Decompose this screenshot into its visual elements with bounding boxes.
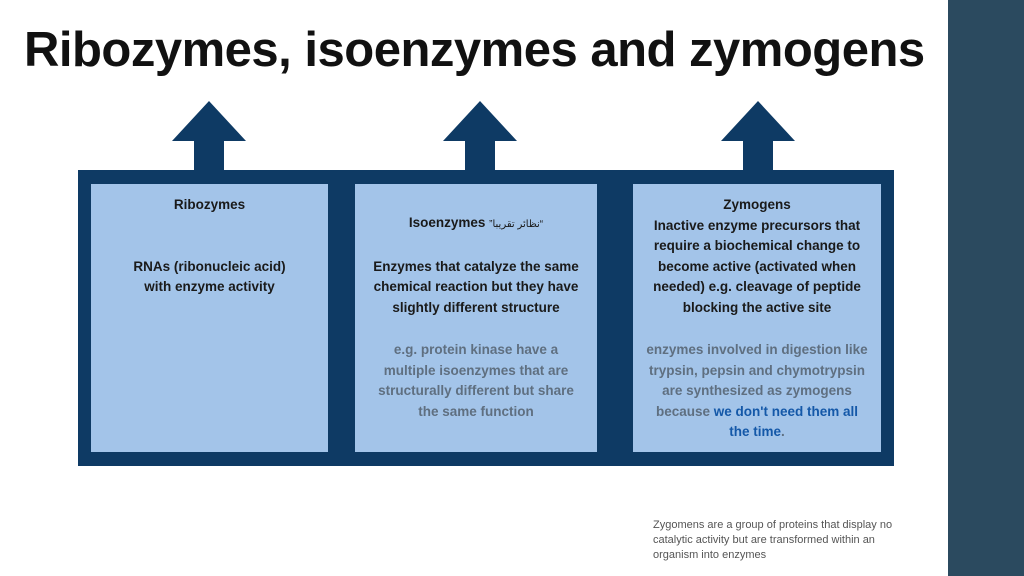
- zymogens-heading: Zymogens: [723, 197, 791, 212]
- zymogens-definition-line: blocking the active site: [682, 299, 832, 315]
- isoenzymes-heading: Isoenzymes: [408, 215, 486, 230]
- arrow-up-icon: [721, 101, 795, 173]
- isoenzymes-heading-line: [355, 213, 597, 236]
- ribozymes-definition-line: RNAs (ribonucleic acid): [133, 258, 286, 274]
- isoenzymes-example-line: the same function: [418, 403, 534, 419]
- zymogens-definition-line: needed) e.g. cleavage of peptide: [653, 279, 861, 294]
- slide-title: Ribozymes, isoenzymes and zymogens: [24, 23, 925, 77]
- ribozymes-heading: Ribozymes: [173, 197, 246, 212]
- side-accent-bar: [948, 0, 1024, 576]
- isoenzymes-box: [355, 184, 597, 452]
- zymogens-highlight-text: we don't need them all: [713, 403, 859, 419]
- arrow-up-icon: [172, 101, 246, 173]
- zymogens-box: [633, 184, 881, 452]
- isoenzymes-example-line: multiple isoenzymes that are: [383, 362, 569, 378]
- zymogens-definition-line: Inactive enzyme precursors that: [653, 217, 861, 233]
- zymogens-example-line: [633, 422, 881, 443]
- zymogens-definition-line: require a biochemical change to: [653, 238, 861, 253]
- zymogens-example-prefix: because: [655, 403, 714, 419]
- ribozymes-box: [91, 184, 328, 452]
- isoenzymes-arabic-note: “نظائر تقريبا”: [489, 219, 544, 230]
- isoenzymes-example-line: e.g. protein kinase have a: [393, 342, 559, 357]
- zymogens-example-line: are synthesized as zymogens: [662, 383, 852, 398]
- zymogens-example-suffix: .: [781, 424, 785, 439]
- zymogens-example-line: [633, 402, 881, 423]
- zymogens-example-line: enzymes involved in digestion like: [646, 342, 868, 357]
- isoenzymes-definition-line: Enzymes that catalyze the same: [373, 258, 579, 274]
- arrow-up-icon: [443, 101, 517, 173]
- isoenzymes-definition-line: slightly different structure: [392, 299, 560, 315]
- footnote: Zygomens are a group of proteins that display no catalytic activity but are transformed within an organism into enzymes: [653, 519, 893, 561]
- zymogens-definition-line: become active (activated when: [657, 258, 857, 274]
- zymogens-example-line: trypsin, pepsin and chymotrypsin: [648, 362, 866, 378]
- zymogens-highlight-text: the time: [729, 424, 781, 439]
- isoenzymes-example-line: structurally different but share: [378, 383, 574, 398]
- isoenzymes-definition-line: chemical reaction but they have: [373, 279, 579, 294]
- ribozymes-definition-line: with enzyme activity: [144, 279, 275, 294]
